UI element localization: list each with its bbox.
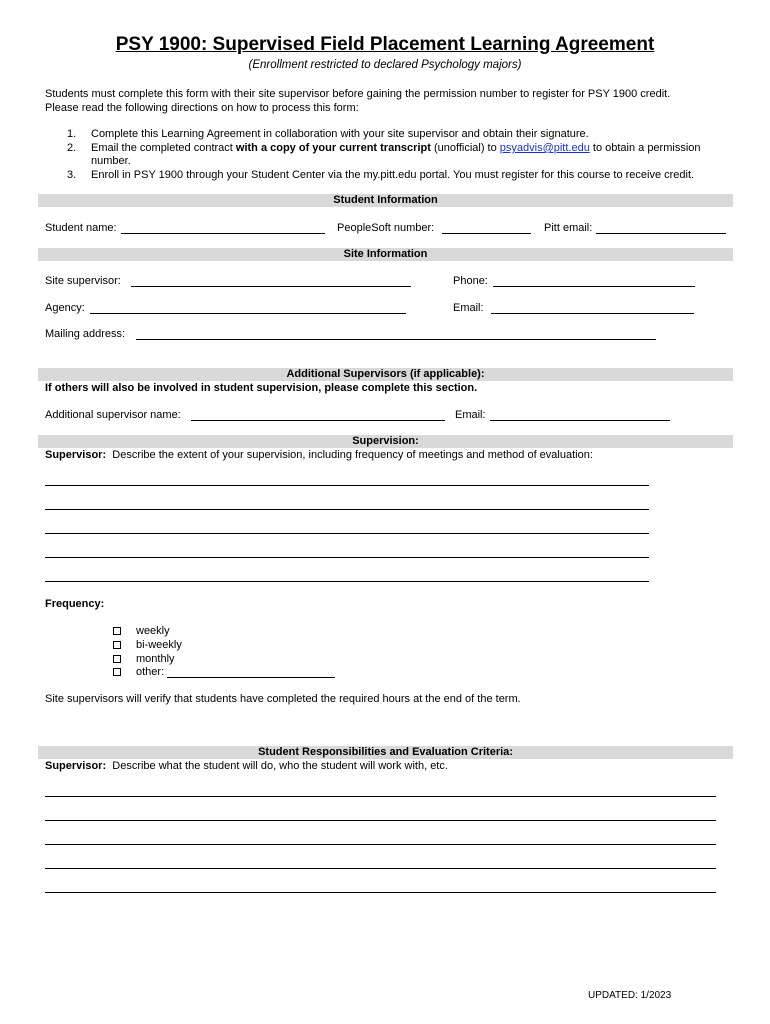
supervision-answer-line-4[interactable] — [45, 557, 649, 558]
updated-date: UPDATED: 1/2023 — [588, 990, 672, 1001]
frequency-label: Frequency: — [45, 598, 105, 610]
site-supervisor-field[interactable] — [131, 286, 411, 287]
supervision-prompt-bold: Supervisor: — [45, 449, 107, 461]
responsibilities-answer-line-5[interactable] — [45, 892, 716, 893]
supervision-prompt — [45, 449, 593, 461]
agency-field[interactable] — [90, 313, 406, 314]
additional-supervisor-name-label: Additional supervisor name: — [45, 409, 181, 421]
mailing-address-label: Mailing address: — [45, 328, 126, 340]
frequency-weekly-label: weekly — [136, 625, 170, 637]
site-supervisor-label: Site supervisor: — [45, 275, 121, 287]
frequency-biweekly-checkbox[interactable] — [113, 641, 121, 649]
site-info-header — [38, 248, 733, 261]
additional-email-label: Email: — [455, 409, 486, 421]
frequency-monthly-checkbox[interactable] — [113, 655, 121, 663]
responsibilities-prompt-bold: Supervisor: — [45, 760, 107, 772]
supervision-answer-line-3[interactable] — [45, 533, 649, 534]
step-2-pre: Email the completed contract — [91, 142, 236, 154]
responsibilities-answer-line-2[interactable] — [45, 820, 716, 821]
responsibilities-prompt — [45, 760, 448, 772]
frequency-biweekly-label: bi-weekly — [136, 639, 182, 651]
pitt-email-field[interactable] — [596, 233, 726, 234]
responsibilities-answer-line-1[interactable] — [45, 796, 716, 797]
step-2-number: 2. — [67, 142, 77, 154]
frequency-other-label: other: — [136, 666, 165, 678]
supervision-answer-line-1[interactable] — [45, 485, 649, 486]
supervision-heading: Supervision: — [352, 435, 419, 447]
student-info-header — [38, 194, 733, 207]
page-subtitle: (Enrollment restricted to declared Psychology majors) — [248, 59, 522, 71]
step-1-text: Complete this Learning Agreement in collaboration with your site supervisor and obtain their signature. — [91, 128, 589, 140]
supervision-answer-line-2[interactable] — [45, 509, 649, 510]
frequency-weekly-checkbox[interactable] — [113, 627, 121, 635]
site-email-field[interactable] — [491, 313, 694, 314]
additional-supervisors-note: If others will also be involved in student supervision, please complete this section. — [45, 382, 478, 394]
agency-label: Agency: — [45, 302, 85, 314]
intro-line-2: Please read the following directions on how to process this form: — [45, 102, 359, 114]
additional-supervisor-name-field[interactable] — [191, 420, 445, 421]
phone-field[interactable] — [493, 286, 695, 287]
step-2-mid: (unofficial) to — [430, 142, 500, 154]
verify-hours-note: Site supervisors will verify that students have completed the required hours at the end of the term. — [45, 693, 521, 705]
step-2-continuation: number. — [91, 155, 131, 167]
additional-supervisors-heading: Additional Supervisors (if applicable): — [286, 368, 485, 380]
intro-line-1: Students must complete this form with their site supervisor before gaining the permission number to register for PSY 1900 credit. — [45, 88, 671, 100]
advising-email-link[interactable]: psyadvis@pitt.edu — [499, 142, 590, 154]
responsibilities-header — [38, 746, 733, 759]
student-name-label: Student name: — [45, 222, 117, 234]
responsibilities-answer-line-3[interactable] — [45, 844, 716, 845]
pitt-email-label: Pitt email: — [544, 222, 593, 234]
site-email-label: Email: — [453, 302, 484, 314]
mailing-address-field[interactable] — [136, 339, 656, 340]
step-2-post: to obtain a permission — [589, 142, 701, 154]
responsibilities-heading: Student Responsibilities and Evaluation Criteria: — [258, 746, 513, 758]
student-info-heading: Student Information — [333, 194, 438, 206]
frequency-other-checkbox[interactable] — [113, 668, 121, 676]
additional-supervisors-header — [38, 368, 733, 381]
supervision-header — [38, 435, 733, 448]
step-2-bold: with a copy of your current transcript — [235, 142, 431, 154]
frequency-other-field[interactable] — [167, 677, 335, 678]
step-1-number: 1. — [67, 128, 77, 140]
step-3-number: 3. — [67, 169, 77, 181]
peoplesoft-field[interactable] — [442, 233, 531, 234]
page-title: PSY 1900: Supervised Field Placement Learning Agreement — [115, 34, 655, 55]
supervision-answer-line-5[interactable] — [45, 581, 649, 582]
site-info-heading: Site Information — [343, 248, 428, 260]
frequency-monthly-label: monthly — [136, 653, 175, 665]
step-2-text — [91, 142, 701, 154]
supervision-prompt-text: Describe the extent of your supervision, including frequency of meetings and method of evaluation: — [112, 449, 593, 461]
peoplesoft-label: PeopleSoft number: — [337, 222, 435, 234]
student-name-field[interactable] — [121, 233, 325, 234]
phone-label: Phone: — [453, 275, 488, 287]
responsibilities-answer-line-4[interactable] — [45, 868, 716, 869]
additional-email-field[interactable] — [490, 420, 670, 421]
step-3-text: Enroll in PSY 1900 through your Student Center via the my.pitt.edu portal. You must register for this course to receive credit. — [91, 169, 695, 181]
responsibilities-prompt-text: Describe what the student will do, who the student will work with, etc. — [112, 760, 448, 772]
